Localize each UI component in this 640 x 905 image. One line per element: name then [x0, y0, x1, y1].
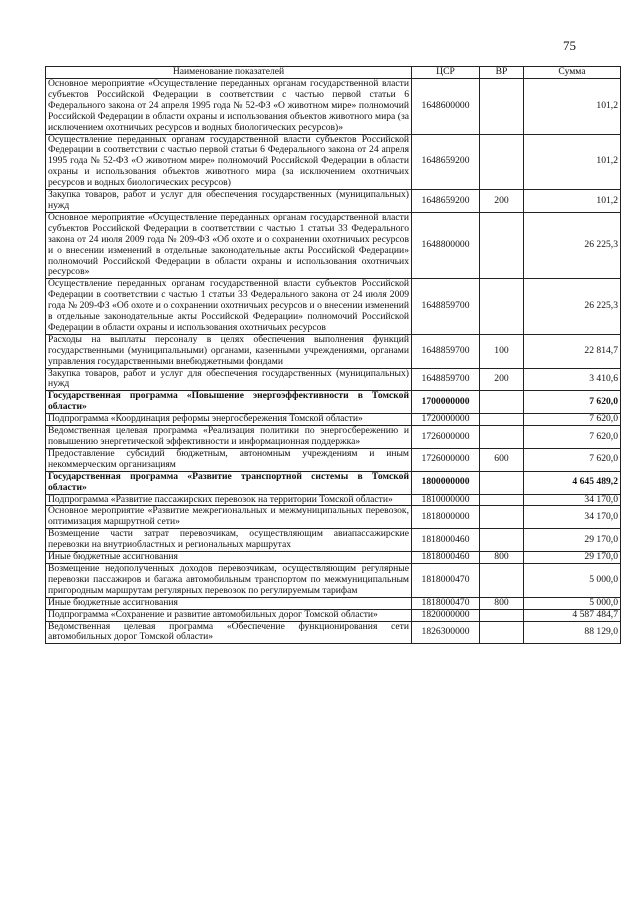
cell-vr: [480, 471, 524, 494]
cell-name: Ведомственная целевая программа «Обеспечение функционирования сети автомобильных дорог Томской области»: [46, 621, 412, 644]
cell-code: 1648859700: [412, 334, 480, 368]
cell-name: Подпрограмма «Координация реформы энергосбережения Томской области»: [46, 414, 412, 426]
budget-table: [45, 66, 621, 644]
cell-name: Основное мероприятие «Осуществление переданных органам государственной власти субъектов Российской Федерации в соответствии с частью 1 статьи 33 Федерального закона от 24 июля 2009 года № 209-ФЗ «Об охоте и о сохранении охотничьих ресурсов и о внесении изменений в отдельные законодательные акты Российской Федерации» полномочий Российской Федерации в области охраны и использования охотничьих ресурсов»: [46, 212, 412, 278]
cell-code: 1648600000: [412, 79, 480, 135]
table-row: [46, 414, 621, 426]
cell-code: 1818000460: [412, 529, 480, 552]
page-number: 75: [563, 38, 576, 53]
cell-code: 1648659200: [412, 190, 480, 213]
cell-code: 1820000000: [412, 609, 480, 621]
table-header-row: [46, 67, 621, 79]
cell-vr: 800: [480, 597, 524, 609]
table-row: [46, 494, 621, 506]
cell-name: Основное мероприятие «Развитие межрегиональных и межмуниципальных перевозок, оптимизация маршрутной сети»: [46, 506, 412, 529]
cell-code: 1648659200: [412, 134, 480, 190]
cell-code: 1648859700: [412, 368, 480, 391]
cell-vr: 800: [480, 552, 524, 564]
cell-code: 1818000470: [412, 597, 480, 609]
cell-code: 1800000000: [412, 471, 480, 494]
cell-vr: [480, 414, 524, 426]
cell-name: Закупка товаров, работ и услуг для обеспечения государственных (муниципальных) нужд: [46, 190, 412, 213]
cell-code: 1818000460: [412, 552, 480, 564]
table-row: [46, 471, 621, 494]
cell-sum: 7 620,0: [524, 414, 621, 426]
cell-vr: 200: [480, 368, 524, 391]
cell-name: Подпрограмма «Развитие пассажирских перевозок на территории Томской области»: [46, 494, 412, 506]
header-code: ЦСР: [412, 67, 480, 79]
cell-vr: 100: [480, 334, 524, 368]
cell-sum: 3 410,6: [524, 368, 621, 391]
cell-sum: 26 225,3: [524, 212, 621, 278]
cell-vr: [480, 79, 524, 135]
cell-vr: [480, 494, 524, 506]
cell-vr: [480, 563, 524, 597]
cell-sum: 4 587 484,7: [524, 609, 621, 621]
cell-code: 1726000000: [412, 426, 480, 449]
table-row: [46, 621, 621, 644]
cell-sum: 4 645 489,2: [524, 471, 621, 494]
cell-sum: 7 620,0: [524, 448, 621, 471]
cell-sum: 5 000,0: [524, 563, 621, 597]
cell-sum: 5 000,0: [524, 597, 621, 609]
table-body: [46, 79, 621, 644]
cell-code: 1720000000: [412, 414, 480, 426]
cell-vr: 200: [480, 190, 524, 213]
cell-name: Подпрограмма «Сохранение и развитие автомобильных дорог Томской области»: [46, 609, 412, 621]
cell-vr: [480, 426, 524, 449]
cell-sum: 34 170,0: [524, 494, 621, 506]
header-name: Наименование показателей: [46, 67, 412, 79]
table-row: [46, 597, 621, 609]
table-row: [46, 426, 621, 449]
cell-name: Закупка товаров, работ и услуг для обеспечения государственных (муниципальных) нужд: [46, 368, 412, 391]
cell-sum: 29 170,0: [524, 552, 621, 564]
cell-sum: 34 170,0: [524, 506, 621, 529]
cell-code: 1826300000: [412, 621, 480, 644]
table-row: [46, 279, 621, 335]
cell-name: Возмещение части затрат перевозчикам, осуществляющим авиапассажирские перевозки на внутриобластных и региональных маршрутах: [46, 529, 412, 552]
cell-code: 1700000000: [412, 391, 480, 414]
cell-name: Осуществление переданных органам государственной власти субъектов Российской Федерации в соответствии с частью 1 статьи 33 Федерального закона от 24 июля 2009 года № 209-ФЗ «Об охоте и о сохранении охотничьих ресурсов и о внесении изменений в отдельные законодательные акты Российской Федерации» полномочий Российской Федерации в области охраны и использования охотничьих ресурсов: [46, 279, 412, 335]
cell-sum: 101,2: [524, 79, 621, 135]
cell-name: Осуществление переданных органам государственной власти субъектов Российской Федерации в соответствии с частью первой статьи 6 Федерального закона от 24 апреля 1995 года № 52-ФЗ «О животном мире» полномочий Российской Федерации в области охраны и использования объектов животного мира (за исключением охотничьих ресурсов и водных биологических ресурсов): [46, 134, 412, 190]
table-row: [46, 79, 621, 135]
cell-vr: [480, 391, 524, 414]
cell-sum: 7 620,0: [524, 391, 621, 414]
cell-vr: [480, 529, 524, 552]
table-row: [46, 529, 621, 552]
cell-sum: 101,2: [524, 134, 621, 190]
table-row: [46, 391, 621, 414]
table-row: [46, 190, 621, 213]
cell-sum: 22 814,7: [524, 334, 621, 368]
cell-vr: [480, 621, 524, 644]
table-row: [46, 212, 621, 278]
table-row: [46, 334, 621, 368]
table-row: [46, 134, 621, 190]
table-row: [46, 552, 621, 564]
header-sum: Сумма: [524, 67, 621, 79]
table-row: [46, 506, 621, 529]
cell-code: 1648859700: [412, 279, 480, 335]
cell-name: Иные бюджетные ассигнования: [46, 552, 412, 564]
cell-vr: 600: [480, 448, 524, 471]
cell-name: Основное мероприятие «Осуществление переданных органам государственной власти субъектов Российской Федерации в соответствии с частью первой статьи 6 Федерального закона от 24 апреля 1995 года № 52-ФЗ «О животном мире» полномочий Российской Федерации в области охраны и использования объектов животного мира (за исключением охотничьих ресурсов и водных биологических ресурсов)»: [46, 79, 412, 135]
cell-code: 1810000000: [412, 494, 480, 506]
table-row: [46, 368, 621, 391]
cell-name: Ведомственная целевая программа «Реализация политики по энергосбережению и повышению энергетической эффективности и информационная поддержка»: [46, 426, 412, 449]
cell-sum: 7 620,0: [524, 426, 621, 449]
cell-name: Государственная программа «Повышение энергоэффективности в Томской области»: [46, 391, 412, 414]
cell-name: Расходы на выплаты персоналу в целях обеспечения выполнения функций государственными (муниципальными) органами, казенными учреждениями, органами управления государственными внебюджетными фондами: [46, 334, 412, 368]
cell-vr: [480, 134, 524, 190]
cell-vr: [480, 506, 524, 529]
cell-code: 1818000000: [412, 506, 480, 529]
cell-name: Возмещение недополученных доходов перевозчикам, осуществляющим регулярные перевозки пассажиров и багажа автомобильным транспортом по межмуниципальным пригородным маршрутам регулярных перевозок по регулируемым тарифам: [46, 563, 412, 597]
table-row: [46, 609, 621, 621]
table-row: [46, 448, 621, 471]
table-row: [46, 563, 621, 597]
cell-sum: 29 170,0: [524, 529, 621, 552]
cell-code: 1818000470: [412, 563, 480, 597]
cell-vr: [480, 212, 524, 278]
cell-vr: [480, 609, 524, 621]
cell-name: Предоставление субсидий бюджетным, автономным учреждениям и иным некоммерческим организациям: [46, 448, 412, 471]
cell-name: Государственная программа «Развитие транспортной системы в Томской области»: [46, 471, 412, 494]
cell-code: 1648800000: [412, 212, 480, 278]
cell-code: 1726000000: [412, 448, 480, 471]
cell-sum: 26 225,3: [524, 279, 621, 335]
cell-name: Иные бюджетные ассигнования: [46, 597, 412, 609]
cell-vr: [480, 279, 524, 335]
cell-sum: 88 129,0: [524, 621, 621, 644]
header-vr: ВР: [480, 67, 524, 79]
cell-sum: 101,2: [524, 190, 621, 213]
